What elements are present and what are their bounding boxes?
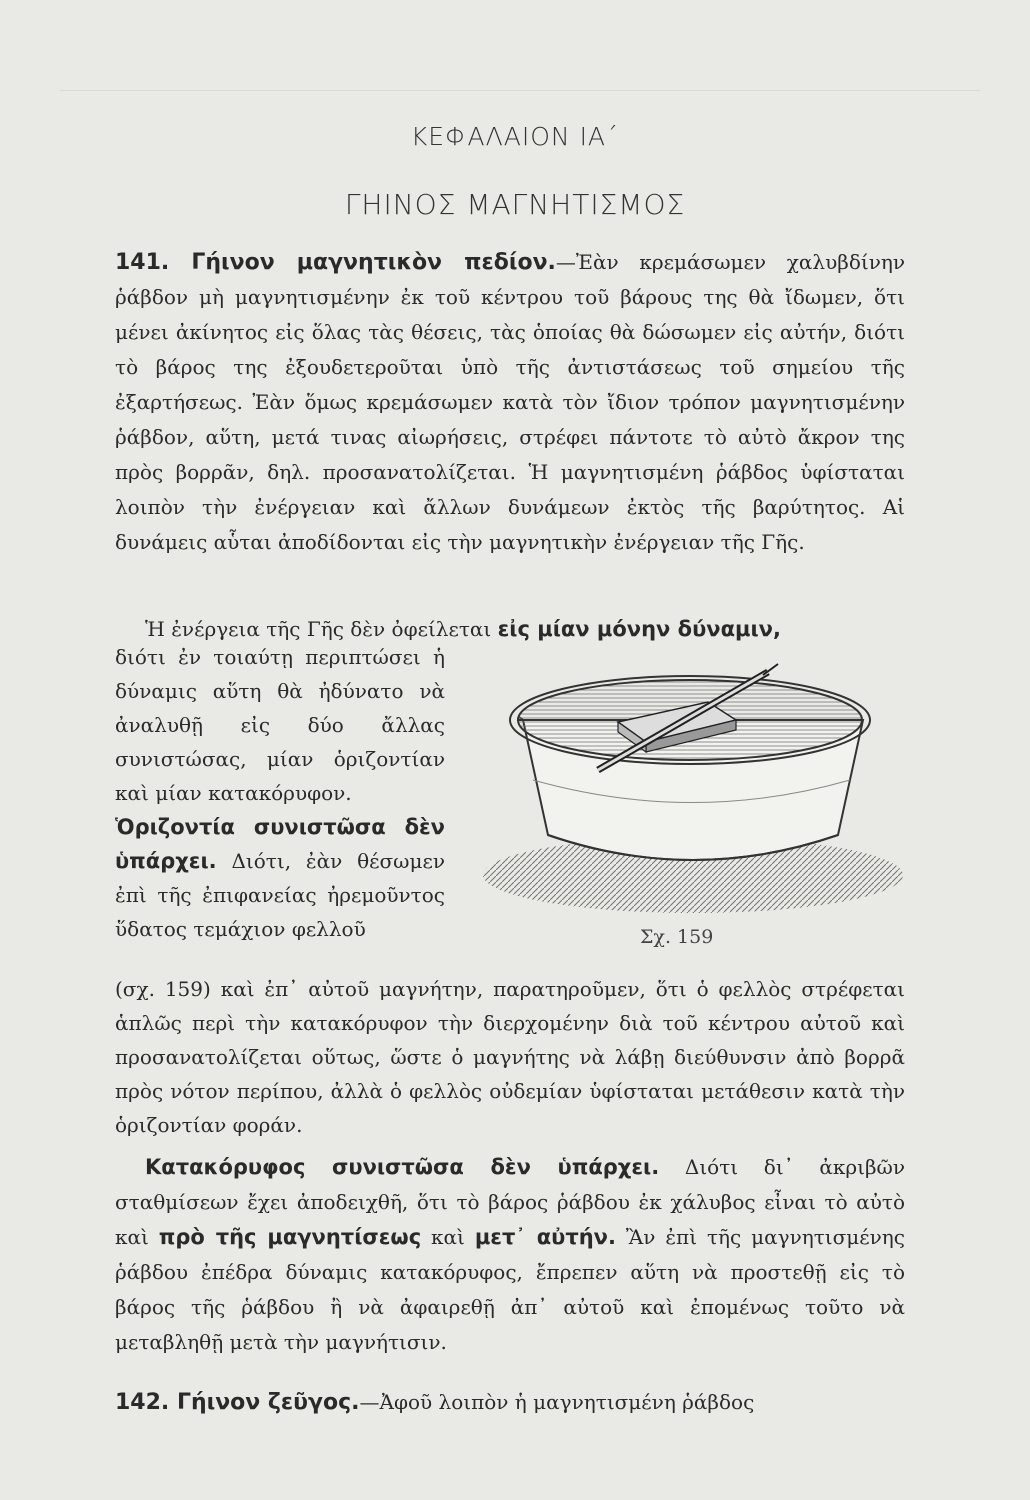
vertical-emphasis-2: μετ᾿ αὐτήν. xyxy=(474,1225,616,1249)
figure-caption: Σχ. 159 xyxy=(640,926,714,948)
vertical-mid: καὶ xyxy=(421,1225,475,1249)
wrapped-text-column xyxy=(115,640,445,946)
force-emphasis: εἰς μίαν μόνην δύναμιν, xyxy=(497,617,781,641)
section-141-paragraph xyxy=(115,245,905,560)
section-141-heading: 141. Γήινον μαγνητικὸν πεδίον. xyxy=(115,250,556,275)
section-141-body: —Ἐὰν κρεμάσωμεν χαλυβδίνην ῥάβδον μὴ μαγνητισμένην ἐκ τοῦ κέντρου τοῦ βάρους της θὰ ἴδωμεν, ὅτι μένει ἀκίνητος εἰς ὅλας τὰς θέσεις, τὰς ὁποίας θὰ δώσωμεν εἰς αὐτήν, διότι τὸ βάρος της ἐξουδετεροῦται ὑπὸ τῆς ἀντιστάσεως τοῦ σημείου τῆς ἐξαρτήσεως. Ἐὰν ὅμως κρεμάσωμεν κατὰ τὸν ἴδιον τρόπον μαγνητισμένην ῥάβδον, αὕτη, μετά τινας αἰωρήσεις, στρέφει πάντοτε τὸ αὐτὸ ἄκρον της πρὸς βορρᾶν, δηλ. προσανατολίζεται. Ἡ μαγνητισμένη ῥάβδος ὑφίσταται λοιπὸν τὴν ἐνέργειαν καὶ ἄλλων δυνάμεων ἐκτὸς τῆς βαρύτητος. Αἱ δυνάμεις αὗται ἀποδίδονται εἰς τὴν μαγνητικὴν ἐνέργειαν τῆς Γῆς. xyxy=(115,250,905,554)
basin-with-floating-cork-and-magnet-icon xyxy=(478,660,908,920)
vertical-body-1: Διότι δι᾿ ἀκριβῶν σταθμίσεων ἔχει ἀποδειχθῆ, ὅτι τὸ βάρος ῥάβδου ἐκ χάλυβος εἶναι τὸ αὐτὸ καὶ xyxy=(115,1155,905,1249)
horizontal-body-wrap: Διότι, ἐὰν θέσωμεν ἐπὶ τῆς ἐπιφανείας ἠρεμοῦντος ὕδατος τεμάχιον φελλοῦ xyxy=(115,849,445,941)
vertical-emphasis-1: πρὸ τῆς μαγνητίσεως xyxy=(158,1225,422,1249)
section-142-body: —Ἀφοῦ λοιπὸν ἡ μαγνητισμένη ῥάβδος xyxy=(359,1390,755,1414)
chapter-title: ΓΗΙΝΟΣ ΜΑΓΝΗΤΙΣΜΟΣ xyxy=(344,188,686,221)
force-lead: Ἡ ἐνέργεια τῆς Γῆς δὲν ὀφείλεται xyxy=(145,617,498,641)
bleed-through-header xyxy=(60,30,980,91)
horizontal-heading: Ὁριζοντία συνιστῶσα δὲν ὑπάρχει. xyxy=(115,815,445,873)
force-rest: διότι ἐν τοιαύτῃ περιπτώσει ἡ δύναμις αὕτη θὰ ἠδύνατο νὰ ἀναλυθῇ εἰς δύο ἄλλας συνιστώσας, μίαν ὁριζοντίαν καὶ μίαν κατακόρυφον. xyxy=(115,645,445,805)
section-142-heading: 142. Γήινον ζεῦγος. xyxy=(115,1390,360,1415)
vertical-heading: Κατακόρυφος συνιστῶσα δὲν ὑπάρχει. xyxy=(145,1155,660,1179)
vertical-body-2: Ἂν ἐπὶ τῆς μαγνητισμένης ῥάβδου ἐπέδρα δύναμις κατακόρυφος, ἔπρεπεν αὕτη νὰ προστεθῇ εἰς τὸ βάρος τῆς ῥάβδου ἢ νὰ ἀφαιρεθῇ ἀπ᾿ αὐτοῦ καὶ ἐπομένως τοῦτο νὰ μεταβληθῇ μετὰ τὴν μαγνήτισιν. xyxy=(115,1225,905,1354)
horizontal-paragraph-continued: (σχ. 159) καὶ ἐπ᾿ αὐτοῦ μαγνήτην, παρατηροῦμεν, ὅτι ὁ φελλὸς στρέφεται ἁπλῶς περὶ τὴν κατακόρυφον τὴν διερχομένην διὰ τοῦ κέντρου αὐτοῦ καὶ προσανατολίζεται οὕτως, ὥστε ὁ μαγνήτης νὰ λάβῃ διεύθυνσιν ἀπὸ βορρᾶ πρὸς νότον περίπου, ἀλλὰ ὁ φελλὸς οὐδεμίαν ὑφίσταται μετάθεσιν κατὰ τὴν ὁριζοντίαν φοράν. xyxy=(115,977,905,1137)
chapter-number: ΚΕΦΑΛΑΙΟΝ ΙΑ΄ xyxy=(410,122,620,151)
figure-159 xyxy=(478,660,908,920)
section-142-paragraph xyxy=(115,1385,905,1420)
vertical-component-paragraph xyxy=(115,1150,905,1360)
